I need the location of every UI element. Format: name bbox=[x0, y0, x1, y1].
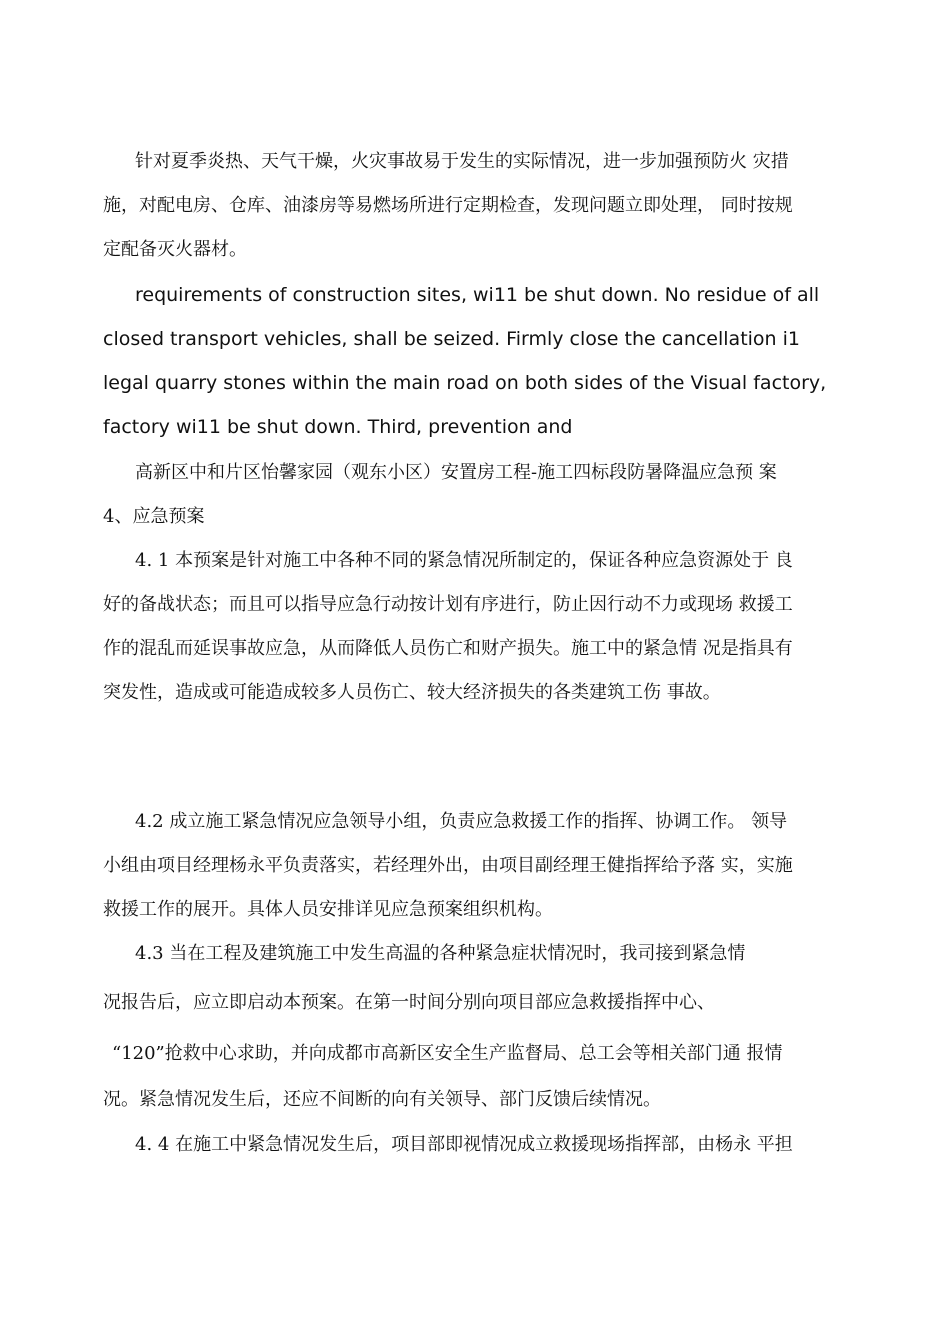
english-paragraph-line-4: factory wi11 be shut down. Third, prevention and bbox=[103, 416, 573, 438]
p43-line-1: 4.3 当在工程及建筑施工中发生高温的各种紧急症状情况时，我司接到紧急情 bbox=[135, 943, 746, 964]
p43-line-3: “120”抢救中心求助，并向成都市高新区安全生产监督局、总工会等相关部门通 报情 bbox=[112, 1043, 783, 1064]
fire-paragraph-line-2: 施，对配电房、仓库、油漆房等易燃场所进行定期检查，发现问题立即处理， 同时按规 bbox=[103, 195, 793, 216]
p44-line-1: 4. 4 在施工中紧急情况发生后，项目部即视情况成立救援现场指挥部，由杨永 平担 bbox=[135, 1134, 793, 1155]
p43-line-4: 况。紧急情况发生后，还应不间断的向有关领导、部门反馈后续情况。 bbox=[103, 1089, 661, 1110]
document-header: 高新区中和片区怡馨家园（观东小区）安置房工程-施工四标段防暑降温应急预 案 bbox=[135, 462, 777, 483]
section-title: 4、应急预案 bbox=[103, 506, 205, 527]
p42-line-1: 4.2 成立施工紧急情况应急领导小组，负责应急救援工作的指挥、协调工作。 领导 bbox=[135, 811, 788, 832]
p42-line-2: 小组由项目经理杨永平负责落实，若经理外出，由项目副经理王健指挥给予落 实，实施 bbox=[103, 855, 793, 876]
english-paragraph-line-2: closed transport vehicles, shall be seized. Firmly close the cancellation i1 bbox=[103, 328, 800, 350]
fire-paragraph-line-3: 定配备灭火器材。 bbox=[103, 239, 247, 260]
p42-line-3: 救援工作的展开。具体人员安排详见应急预案组织机构。 bbox=[103, 899, 553, 920]
p41-line-3: 作的混乱而延误事故应急，从而降低人员伤亡和财产损失。施工中的紧急情 况是指具有 bbox=[103, 638, 793, 659]
english-paragraph-line-3: legal quarry stones within the main road on both sides of the Visual factory, bbox=[103, 372, 827, 394]
english-paragraph-line-1: requirements of construction sites, wi11 be shut down. No residue of all bbox=[135, 284, 820, 306]
p41-line-2: 好的备战状态；而且可以指导应急行动按计划有序进行，防止因行动不力或现场 救援工 bbox=[103, 594, 793, 615]
p43-line-2: 况报告后，应立即启动本预案。在第一时间分别向项目部应急救援指挥中心、 bbox=[103, 992, 715, 1013]
p41-line-4: 突发性，造成或可能造成较多人员伤亡、较大经济损失的各类建筑工伤 事故。 bbox=[103, 682, 721, 703]
fire-paragraph-line-1: 针对夏季炎热、天气干燥，火灾事故易于发生的实际情况，进一步加强预防火 灾措 bbox=[135, 151, 789, 172]
p41-line-1: 4. 1 本预案是针对施工中各种不同的紧急情况所制定的，保证各种应急资源处于 良 bbox=[135, 550, 793, 571]
